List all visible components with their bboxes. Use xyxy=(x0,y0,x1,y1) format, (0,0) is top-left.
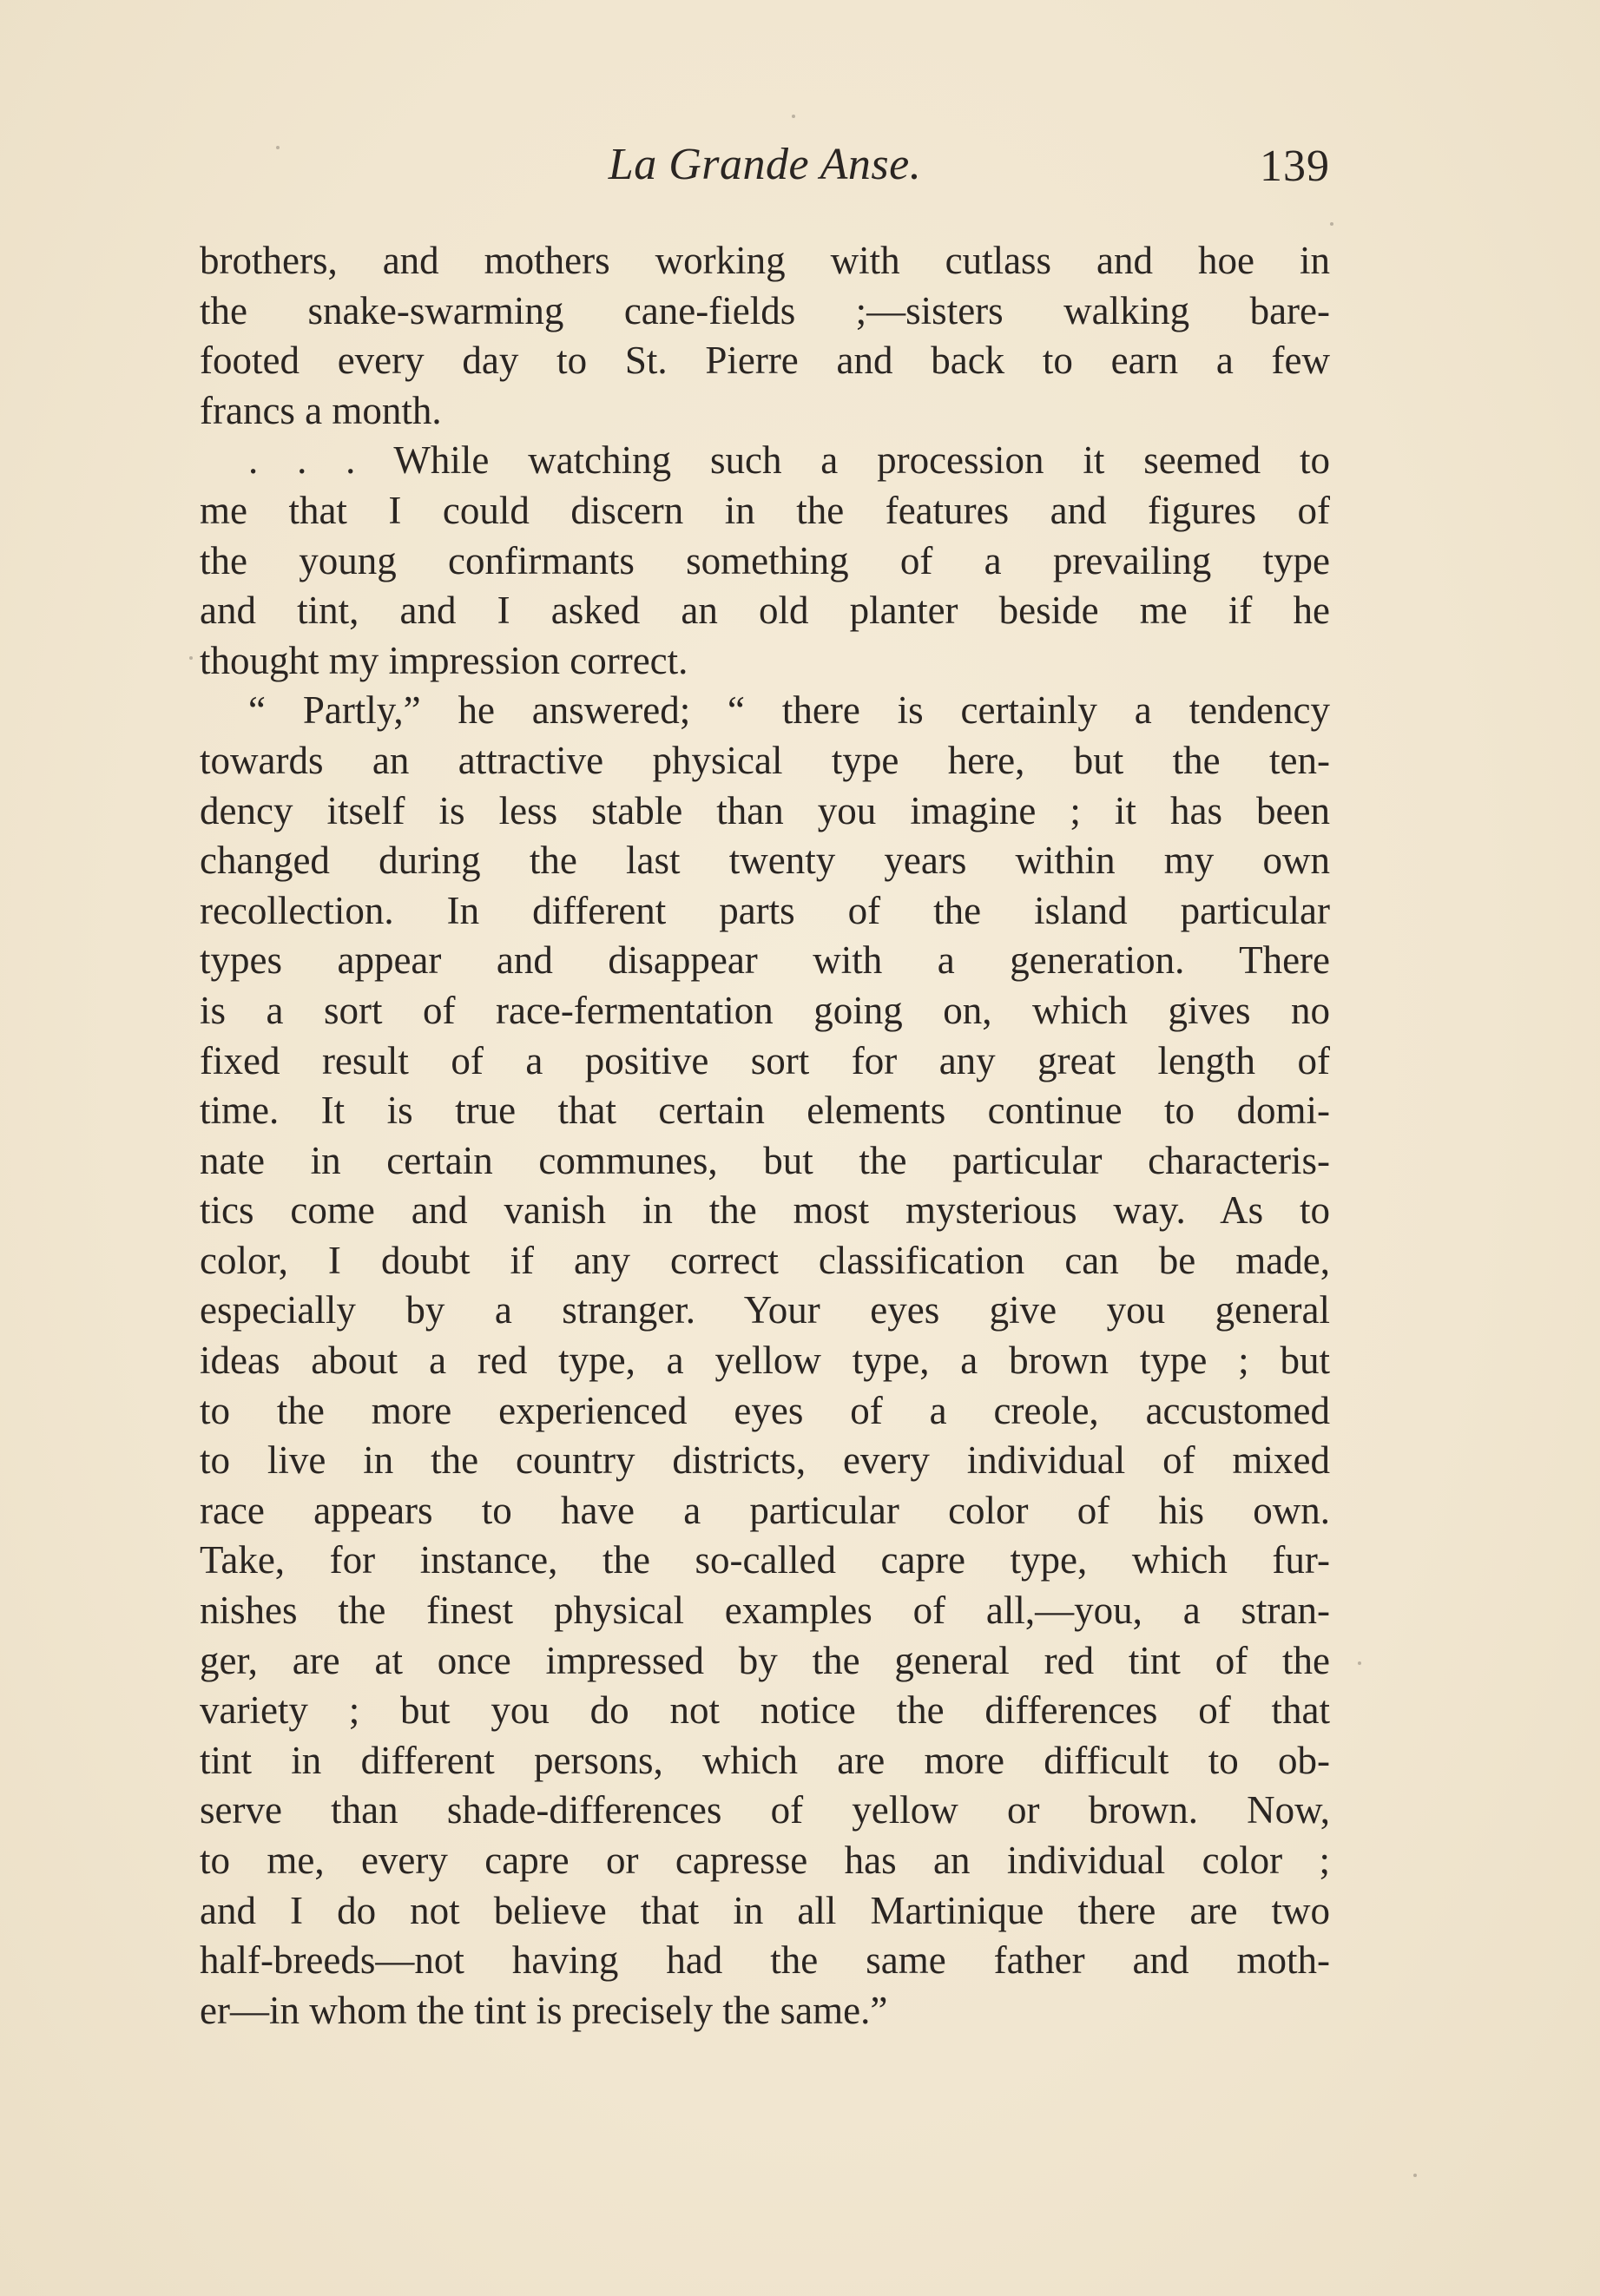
text-line: me that I could discern in the features and figures of xyxy=(200,488,1330,532)
running-head xyxy=(200,139,1330,208)
paper-speck xyxy=(792,115,795,118)
text-line: nishes the finest physical examples of all,—you, a stran- xyxy=(200,1589,1330,1633)
text-line: recollection. In different parts of the island particular xyxy=(200,888,1330,932)
text-line: ideas about a red type, a yellow type, a brown type ; but xyxy=(200,1339,1330,1383)
text-line: to me, every capre or capresse has an individual color ; xyxy=(200,1839,1330,1882)
text-line: half-breeds—not having had the same father and moth- xyxy=(200,1938,1330,1983)
text-line: Take, for instance, the so-called capre type, which fur- xyxy=(200,1538,1330,1582)
text-line: variety ; but you do not notice the differences of that xyxy=(200,1688,1330,1733)
text-line: fixed result of a positive sort for any great length of xyxy=(200,1038,1330,1082)
text-line: ger, are at once impressed by the general red tint of the xyxy=(200,1638,1330,1682)
text-line: towards an attractive physical type here, but the ten- xyxy=(200,738,1330,782)
text-line: types appear and disappear with a generation. There xyxy=(200,938,1330,983)
text-line: is a sort of race-fermentation going on, which gives no xyxy=(200,988,1330,1032)
text-line: nate in certain communes, but the particular characteris- xyxy=(200,1138,1330,1182)
text-line: dency itself is less stable than you imagine ; it has been xyxy=(200,788,1330,832)
paper-speck xyxy=(1358,1661,1361,1665)
running-title: La Grande Anse. xyxy=(608,140,922,189)
text-line: francs a month. xyxy=(200,388,442,432)
text-line: the snake-swarming cane-fields ;—sisters walking bare- xyxy=(200,288,1330,332)
body-text xyxy=(200,236,1330,2036)
text-line: brothers, and mothers working with cutlass and hoe in xyxy=(200,239,1330,282)
text-line: tics come and vanish in the most mysterious way. As to xyxy=(200,1188,1330,1233)
text-line: especially by a stranger. Your eyes give you general xyxy=(200,1288,1330,1332)
text-line: race appears to have a particular color of his own. xyxy=(200,1488,1330,1532)
text-line: color, I doubt if any correct classification can be made, xyxy=(200,1238,1330,1282)
text-line: footed every day to St. Pierre and back to earn a few xyxy=(200,339,1330,383)
text-line: “ Partly,” he answered; “ there is certainly a tendency xyxy=(248,688,1330,733)
text-line: and tint, and I asked an old planter beside me if he xyxy=(200,589,1330,633)
text-line: thought my impression correct. xyxy=(200,638,688,682)
text-line: time. It is true that certain elements continue to domi- xyxy=(200,1089,1330,1133)
text-line: the young confirmants something of a prevailing type xyxy=(200,538,1330,582)
text-line: . . . While watching such a procession it seemed to xyxy=(248,438,1330,483)
text-line: to live in the country districts, every individual of mixed xyxy=(200,1438,1330,1483)
page-number: 139 xyxy=(1260,141,1330,191)
paper-speck xyxy=(189,656,193,660)
text-line: er—in whom the tint is precisely the same.” xyxy=(200,1988,888,2032)
text-line: serve than shade-differences of yellow or brown. Now, xyxy=(200,1788,1330,1832)
text-line: tint in different persons, which are more difficult to ob- xyxy=(200,1738,1330,1782)
text-line: to the more experienced eyes of a creole, accustomed xyxy=(200,1388,1330,1432)
paper-speck xyxy=(1413,2174,1417,2177)
paper-speck xyxy=(1330,222,1333,226)
text-line: and I do not believe that in all Martinique there are two xyxy=(200,1888,1330,1932)
text-line: changed during the last twenty years within my own xyxy=(200,839,1330,883)
